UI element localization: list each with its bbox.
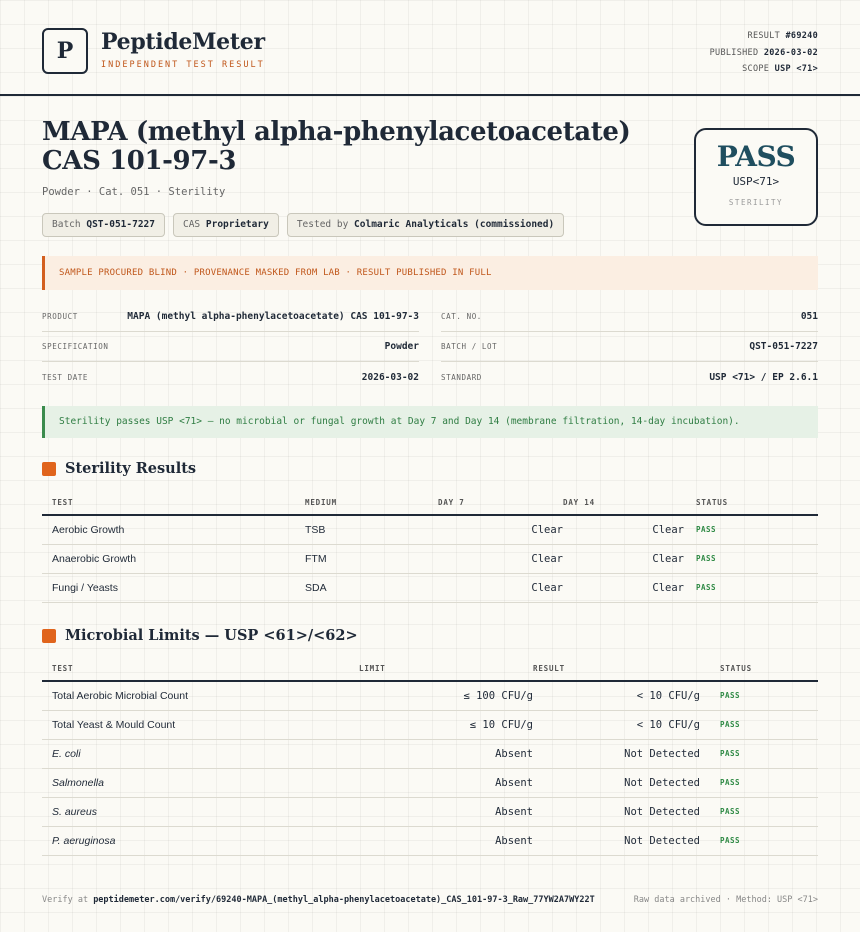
col-header-test: TEST	[42, 490, 305, 515]
status-badge: PASS	[720, 739, 818, 768]
result-summary: Sterility passes USP <71> — no microbial or fungal growth at Day 7 and Day 14 (membrane filtration, 14-day incubation).	[42, 406, 818, 438]
info-row-cat-no	[441, 302, 818, 332]
result-id-label: RESULT	[747, 31, 781, 41]
published-value: 2026-03-02	[763, 47, 818, 58]
table-header-row	[42, 490, 818, 515]
col-header-status: STATUS	[720, 656, 818, 681]
info-row-standard	[441, 362, 818, 392]
result: Not Detected	[533, 797, 720, 826]
tested-by-chip-value: Colmaric Analyticals (commissioned)	[354, 219, 555, 230]
result: < 10 CFU/g	[533, 710, 720, 739]
sterility-table	[42, 490, 818, 603]
cas-chip	[173, 213, 279, 237]
day7-result: Clear	[438, 573, 563, 602]
sterility-section-title: Sterility Results	[65, 460, 197, 477]
cas-chip-value: Proprietary	[205, 219, 269, 230]
microbial-limits-table	[42, 656, 818, 856]
limit: Absent	[359, 826, 533, 855]
product-chips	[42, 213, 564, 237]
product-title: MAPA (methyl alpha-phenylacetoacetate) CAS 101-97-3	[42, 117, 631, 176]
info-value: QST-051-7227	[749, 341, 818, 352]
verdict-text: PASS	[716, 140, 796, 173]
day14-result: Clear	[563, 573, 696, 602]
batch-chip-label: Batch	[52, 219, 81, 230]
result: Not Detected	[533, 768, 720, 797]
scope-label: SCOPE	[742, 64, 770, 74]
status-badge: PASS	[720, 681, 818, 710]
col-header-limit: LIMIT	[359, 656, 533, 681]
limit: Absent	[359, 797, 533, 826]
info-value: Powder	[384, 341, 419, 352]
col-header-day7: DAY 7	[438, 490, 563, 515]
info-row-test-date	[42, 362, 419, 392]
info-label: BATCH / LOT	[441, 342, 498, 351]
report-header	[0, 0, 860, 96]
result: Not Detected	[533, 826, 720, 855]
microbial-section-title: Microbial Limits — USP <61>/<62>	[65, 627, 358, 644]
table-row	[42, 573, 818, 602]
info-label: CAT. NO.	[441, 312, 482, 321]
report-footer	[42, 895, 818, 905]
test-name: Anaerobic Growth	[42, 544, 305, 573]
table-header-row	[42, 656, 818, 681]
limit: ≤ 10 CFU/g	[359, 710, 533, 739]
table-row	[42, 768, 818, 797]
medium: TSB	[305, 515, 438, 544]
col-header-status: STATUS	[696, 490, 818, 515]
test-name: Salmonella	[42, 768, 359, 797]
verdict-category: STERILITY	[728, 198, 784, 207]
limit: Absent	[359, 739, 533, 768]
info-row-batch-lot	[441, 332, 818, 362]
status-badge: PASS	[696, 544, 818, 573]
verify-link[interactable]: peptidemeter.com/verify/69240-MAPA_(methyl_alpha-phenylacetoacetate)_CAS_101-97-3_Raw_77YW2A7WY22T	[93, 895, 595, 905]
report-meta	[710, 28, 818, 78]
result-id-line	[710, 28, 818, 45]
status-badge: PASS	[720, 768, 818, 797]
brand-tagline: INDEPENDENT TEST RESULT	[101, 60, 265, 70]
col-header-test: TEST	[42, 656, 359, 681]
microbial-section-header	[42, 627, 358, 644]
test-name: Total Aerobic Microbial Count	[42, 681, 359, 710]
test-name: E. coli	[42, 739, 359, 768]
sterility-section-header	[42, 460, 196, 477]
info-label: TEST DATE	[42, 372, 89, 382]
info-label: STANDARD	[441, 372, 482, 382]
tested-by-chip-label: Tested by	[296, 219, 349, 230]
cas-chip-label: CAS	[182, 219, 201, 230]
limit: ≤ 100 CFU/g	[359, 681, 533, 710]
status-badge: PASS	[696, 515, 818, 544]
info-label: SPECIFICATION	[42, 342, 109, 351]
info-value: USP <71> / EP 2.6.1	[709, 371, 818, 383]
table-row	[42, 826, 818, 855]
brand-name: PeptideMeter	[101, 29, 265, 55]
table-row	[42, 681, 818, 710]
status-badge: PASS	[720, 826, 818, 855]
col-header-day14: DAY 14	[563, 490, 696, 515]
published-line	[710, 45, 818, 62]
result-id-value: #69240	[785, 31, 818, 41]
scope-value: USP <71>	[774, 64, 818, 74]
status-badge: PASS	[720, 797, 818, 826]
test-name: P. aeruginosa	[42, 826, 359, 855]
table-row	[42, 544, 818, 573]
archive-note: Raw data archived · Method: USP <71>	[633, 895, 818, 905]
scope-line	[710, 61, 818, 78]
info-value: 2026-03-02	[361, 371, 419, 383]
col-header-medium: MEDIUM	[305, 490, 438, 515]
published-label: PUBLISHED	[709, 47, 759, 58]
info-grid-left	[42, 302, 419, 392]
section-marker-icon	[42, 462, 56, 476]
table-row	[42, 739, 818, 768]
status-badge: PASS	[720, 710, 818, 739]
info-row-specification	[42, 332, 419, 362]
blind-procurement-notice: SAMPLE PROCURED BLIND · PROVENANCE MASKED FROM LAB · RESULT PUBLISHED IN FULL	[42, 256, 818, 290]
batch-chip-value: QST-051-7227	[86, 219, 155, 230]
info-value: 051	[800, 311, 818, 322]
info-row-product	[42, 302, 419, 332]
verdict-standard: USP<71>	[732, 175, 780, 188]
section-marker-icon	[42, 629, 56, 643]
result: < 10 CFU/g	[533, 681, 720, 710]
verify-label: Verify at	[42, 895, 89, 905]
batch-chip	[42, 213, 165, 237]
test-name: Fungi / Yeasts	[42, 573, 305, 602]
product-subtitle: Powder · Cat. 051 · Sterility	[42, 186, 226, 198]
info-label: PRODUCT	[42, 312, 78, 321]
info-grid-right	[441, 302, 818, 392]
medium: FTM	[305, 544, 438, 573]
info-value: MAPA (methyl alpha-phenylacetoacetate) CAS 101-97-3	[127, 311, 419, 322]
status-badge: PASS	[696, 573, 818, 602]
col-header-result: RESULT	[533, 656, 720, 681]
test-name: Total Yeast & Mould Count	[42, 710, 359, 739]
limit: Absent	[359, 768, 533, 797]
verdict-badge	[694, 128, 818, 226]
test-name: S. aureus	[42, 797, 359, 826]
table-row	[42, 710, 818, 739]
day14-result: Clear	[563, 544, 696, 573]
result: Not Detected	[533, 739, 720, 768]
day7-result: Clear	[438, 544, 563, 573]
day7-result: Clear	[438, 515, 563, 544]
medium: SDA	[305, 573, 438, 602]
table-row	[42, 797, 818, 826]
brand-logo: P	[42, 28, 88, 74]
day14-result: Clear	[563, 515, 696, 544]
verify-line	[42, 895, 595, 905]
table-row	[42, 515, 818, 544]
tested-by-chip	[287, 213, 564, 237]
test-name: Aerobic Growth	[42, 515, 305, 544]
